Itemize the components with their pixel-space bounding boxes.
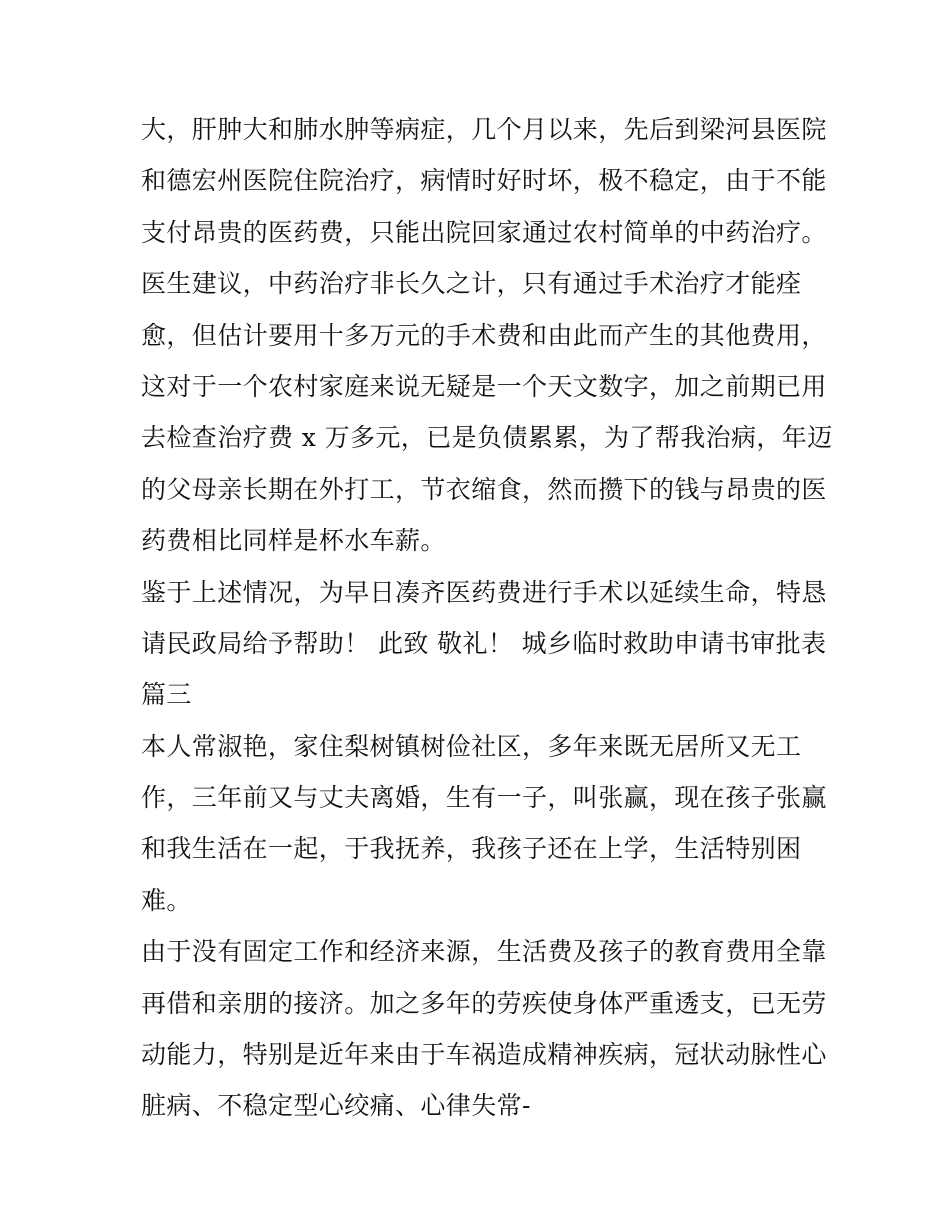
text-line: 医生建议，中药治疗非长久之计，只有通过手术治疗才能痊 xyxy=(141,269,802,299)
text-line: 支付昂贵的医药费，只能出院回家通过农村简单的中药治疗。 xyxy=(141,217,827,247)
text-line: 动能力，特别是近年来由于车祸造成精神疾病，冠状动脉性心 xyxy=(141,1040,827,1070)
body-text xyxy=(141,108,833,1136)
text-line: 难。 xyxy=(141,885,192,915)
text-line: 和德宏州医院住院治疗，病情时好时坏，极不稳定，由于不能 xyxy=(141,166,827,196)
text-line: 鉴于上述情况，为早日凑齐医药费进行手术以延续生命，特恳 xyxy=(141,577,827,607)
text-line: 请民政局给予帮助！ 此致 敬礼！ 城乡临时救助申请书审批表 xyxy=(141,628,827,658)
text-line: 愈，但估计要用十多万元的手术费和由此而产生的其他费用， xyxy=(141,320,827,350)
text-line: 作，三年前又与丈夫离婚，生有一子，叫张赢，现在孩子张赢 xyxy=(141,783,827,813)
text-line: 的父母亲长期在外打工，节衣缩食，然而攒下的钱与昂贵的医 xyxy=(141,474,827,504)
text-line: 由于没有固定工作和经济来源，生活费及孩子的教育费用全靠 xyxy=(141,937,827,967)
text-line: 去检查治疗费 x 万多元，已是负债累累，为了帮我治病，年迈 xyxy=(141,423,833,453)
text-line: 本人常淑艳，家住梨树镇树俭社区，多年来既无居所又无工 xyxy=(141,731,802,761)
text-line: 药费相比同样是杯水车薪。 xyxy=(141,526,446,556)
text-line: 脏病、不稳定型心绞痛、心律失常- xyxy=(141,1091,531,1121)
text-line: 大，肝肿大和肺水肿等病症，几个月以来，先后到梁河县医院 xyxy=(141,115,827,144)
text-line: 这对于一个农村家庭来说无疑是一个天文数字，加之前期已用 xyxy=(141,371,827,401)
text-line: 和我生活在一起，于我抚养，我孩子还在上学，生活特别困 xyxy=(141,834,802,864)
text-line: 再借和亲朋的接济。加之多年的劳疾使身体严重透支，已无劳 xyxy=(141,988,827,1018)
section-heading: 篇三 xyxy=(141,680,192,710)
